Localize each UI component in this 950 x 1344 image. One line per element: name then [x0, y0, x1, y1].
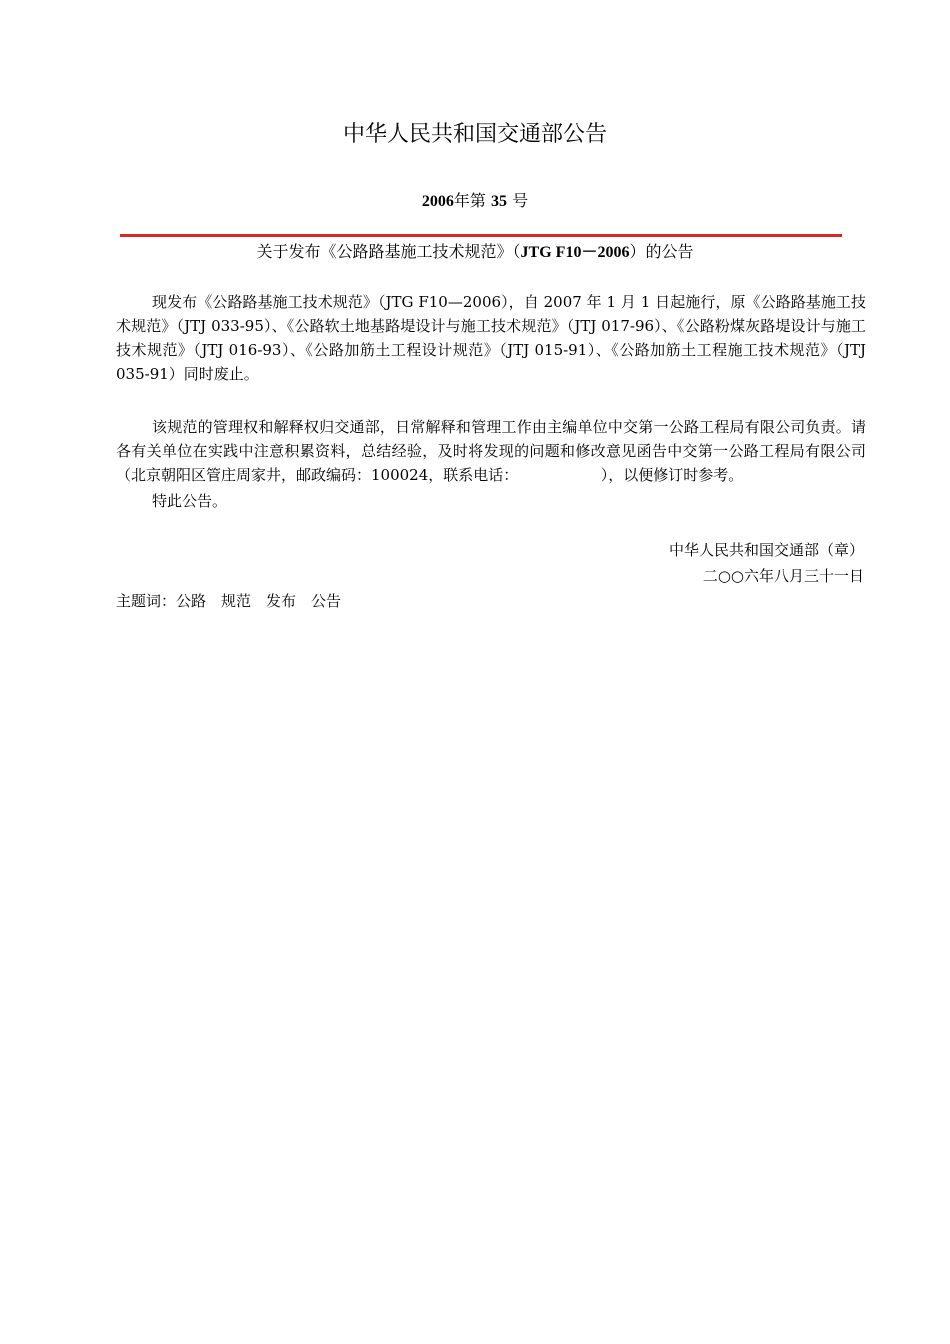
red-divider: [120, 234, 842, 237]
issue-no: 35: [491, 193, 507, 210]
signature-date: 二○○六年八月三十一日: [702, 567, 864, 585]
notice-title-prefix: 关于发布《公路路基施工技术规范》（: [256, 242, 521, 261]
keywords-line: [116, 589, 341, 613]
issue-number: [0, 190, 950, 213]
signature-issuer: 中华人民共和国交通部（章）: [668, 541, 864, 559]
issue-year-suffix: 年第: [453, 191, 486, 210]
paragraph-management: 该规范的管理权和解释权归交通部，日常解释和管理工作由主编单位中交第一公路工程局有限公司负责。请各有关单位在实践中注意积累资料，总结经验，及时将发现的问题和修改意见函告中交第一公路工程局有限公司（北京朝阳区管庄周家井，邮政编码：100024，联系电话： ），以便修订时参考。: [116, 418, 866, 484]
notice-title-code: JTG F10－2006: [520, 244, 630, 261]
keywords-terms: 公路 规范 发布 公告: [176, 592, 342, 610]
issue-year: 2006: [421, 193, 454, 210]
page-title: 中华人民共和国交通部公告: [342, 122, 607, 147]
issue-number-suffix: 号: [512, 191, 529, 210]
paragraph-closing: 特此公告。: [152, 492, 228, 510]
paragraph-announcement: 现发布《公路路基施工技术规范》（JTG F10—2006），自 2007 年 1 月 1 日起施行，原《公路路基施工技术规范》（JTJ 033-95）、《公路软土地基路堤设计与施工技术规范》（JTJ 017-96）、《公路粉煤灰路堤设计与施工技术规范》（JTJ 016-93）、《公路加筋土工程设计规范》（JTJ 015-91）、《公路加筋土工程施工技术规范》（JTJ 035-91）同时废止。: [116, 293, 866, 383]
keywords-label: 主题词：: [116, 592, 177, 610]
notice-title-suffix: ）的公告: [629, 242, 694, 261]
notice-title: [0, 241, 950, 264]
